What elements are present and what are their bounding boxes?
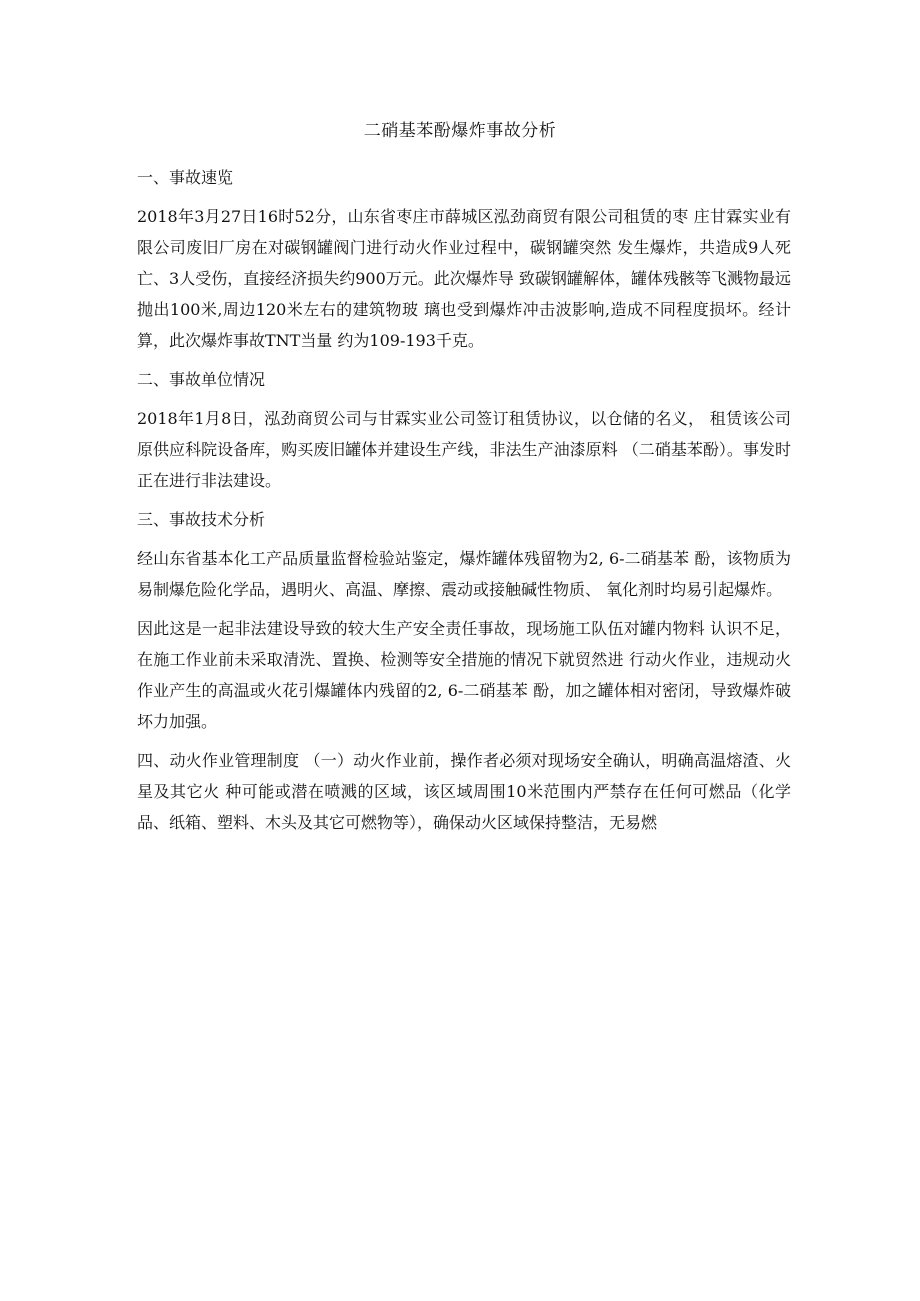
section-heading-technical-analysis: 三、事故技术分析 [137,510,266,529]
paragraph-technical-analysis-2: 因此这是一起非法建设导致的较大生产安全责任事故，现场施工队伍对罐内物料 认识不足，在施工作业前未采取清洗、置换、检测等安全措施的情况下就贸然进 行动火作业，违规动火作业产生的高温或火花引爆罐体内残留的2, 6-二硝基苯 酚，加之罐体相对密闭，导致爆炸破坏力加强。 [137,619,791,731]
document-body [137,162,791,846]
document-title: 二硝基苯酚爆炸事故分析 [363,121,557,141]
paragraph-technical-analysis-1: 经山东省基本化工产品质量监督检验站鉴定，爆炸罐体残留物为2, 6-二硝基苯 酚，该物质为易制爆危险化学品，遇明火、高温、摩擦、震动或接触碱性物质、 氧化剂时均易引起爆炸。 [137,549,791,599]
paragraph-company: 2018年1月8日，泓劲商贸公司与甘霖实业公司签订租赁协议，以仓储的名义， 租赁该公司原供应科院设备库，购买废旧罐体并建设生产线，非法生产油漆原料 （二硝基苯酚）。事发时正在进行非法建设。 [137,409,791,490]
section-heading-company: 二、事故单位情况 [137,370,266,389]
paragraph-hot-work-management: 四、动火作业管理制度 （一）动火作业前，操作者必须对现场安全确认，明确高温熔渣、火星及其它火 种可能或潜在喷溅的区域，该区域周围10米范围内严禁存在任何可燃品（化学 品、纸箱、塑料、木头及其它可燃物等），确保动火区域保持整洁，无易燃 [137,751,791,832]
section-heading-overview: 一、事故速览 [137,168,234,187]
paragraph-overview: 2018年3月27日16时52分，山东省枣庄市薛城区泓劲商贸有限公司租赁的枣 庄甘霖实业有限公司废旧厂房在对碳钢罐阀门进行动火作业过程中，碳钢罐突然 发生爆炸，共造成9人死亡、3人受伤，直接经济损失约900万元。此次爆炸导 致碳钢罐解体，罐体残骸等飞溅物最远抛出100米,周边120米左右的建筑物玻 璃也受到爆炸冲击波影响,造成不同程度损坏。经计算，此次爆炸事故TNT当量 约为109-193千克。 [137,207,791,350]
